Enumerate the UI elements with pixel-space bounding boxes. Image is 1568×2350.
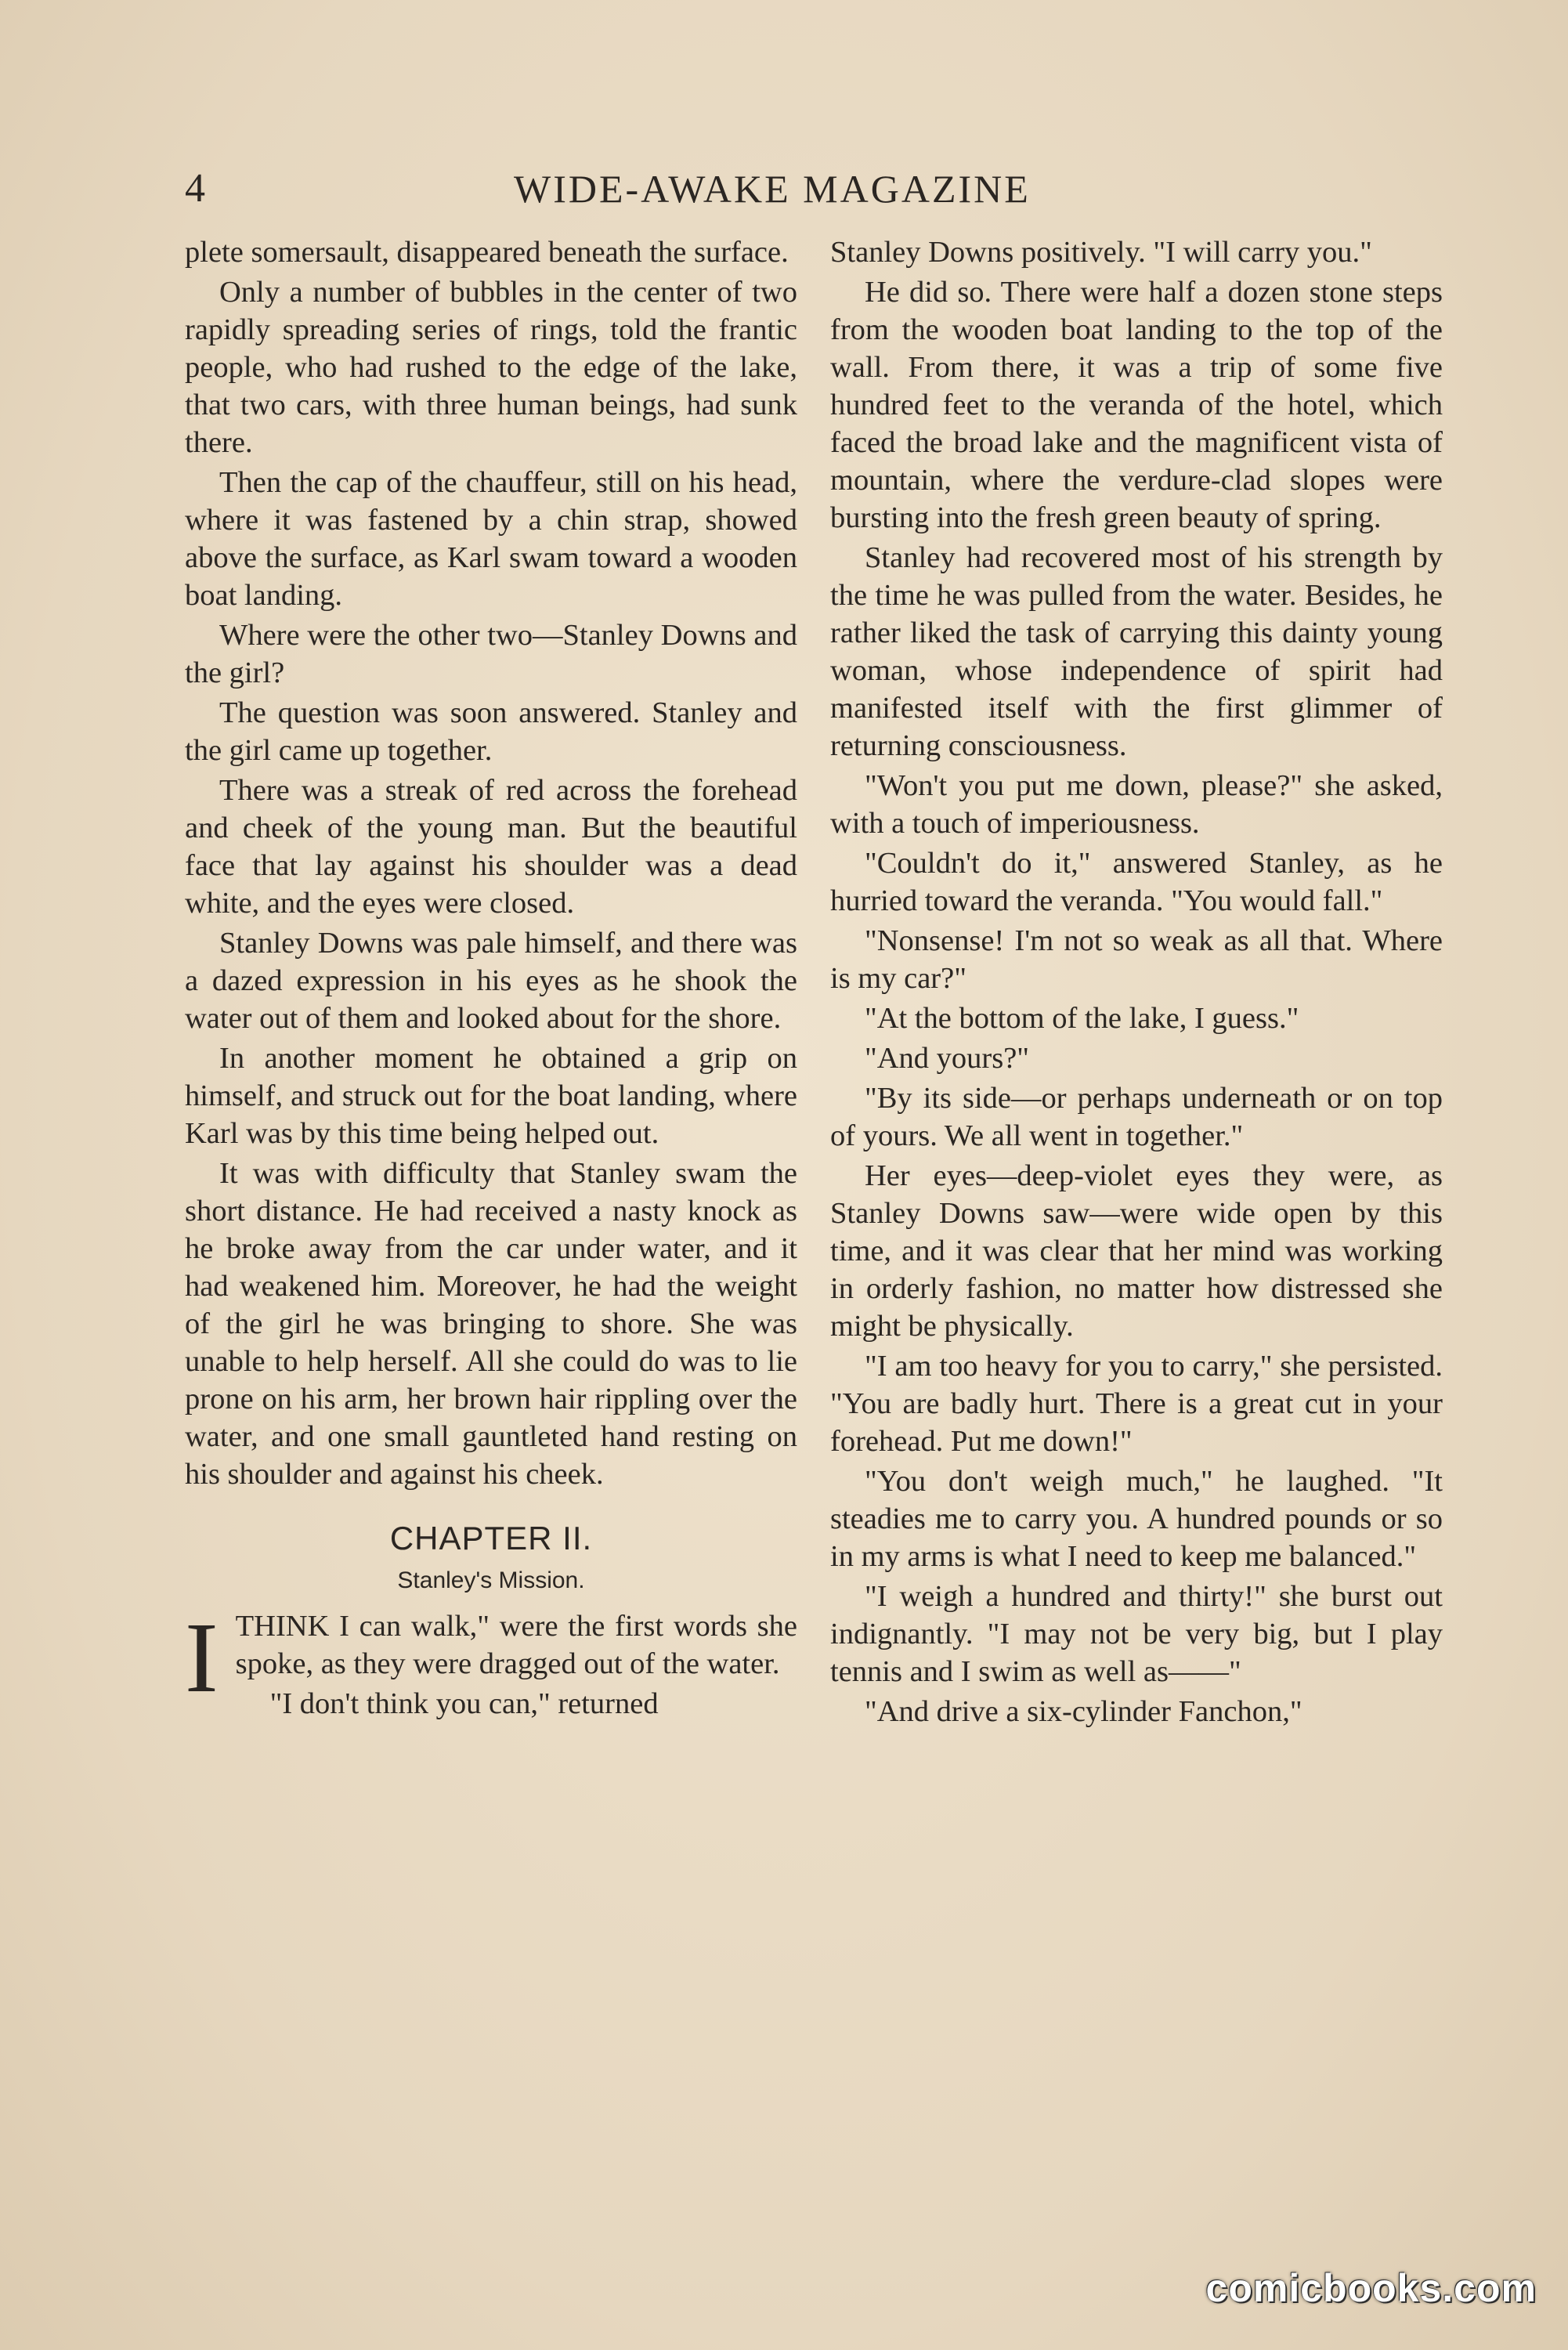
drop-cap: I xyxy=(185,1602,219,1713)
paragraph: "At the bottom of the lake, I guess." xyxy=(865,1002,1299,1035)
chapter-title: CHAPTER II. xyxy=(389,1520,593,1556)
paragraph: "Couldn't do it," answered Stanley, as he hurried toward the veranda. "You would fall." xyxy=(830,847,1443,917)
paragraph: plete somersault, disappeared beneath the surface. xyxy=(185,236,789,269)
chapter-opening-text: THINK I can walk," were the first words she spoke, as they were dragged out of the water. xyxy=(235,1610,797,1680)
paragraph: Stanley Downs was pale himself, and there was a dazed expression in his eyes as he shook the water out of them and looked about for the shore. xyxy=(185,927,797,1035)
paragraph: "By its side—or perhaps underneath or on top of yours. We all went in together." xyxy=(830,1082,1443,1152)
paragraph: Only a number of bubbles in the center of two rapidly spreading series of rings, told the frantic people, who had rushed to the edge of the lake, that two cars, with three human beings, had sunk there. xyxy=(185,276,797,459)
paragraph: Where were the other two—Stanley Downs and the girl? xyxy=(185,619,797,689)
paragraph: There was a streak of red across the forehead and cheek of the young man. But the beautiful face that lay against his shoulder was a dead white, and the eyes were closed. xyxy=(185,774,797,920)
left-column xyxy=(185,233,797,1725)
paragraph: Stanley had recovered most of his strength by the time he was pulled from the water. Besides, he rather liked the task of carrying this dainty young woman, whose independence of spirit had manifested itself with the first glimmer of returning consciousness. xyxy=(830,541,1443,762)
paragraph: "Nonsense! I'm not so weak as all that. Where is my car?" xyxy=(830,924,1443,995)
paragraph: "I don't think you can," returned xyxy=(269,1687,659,1720)
paragraph: In another moment he obtained a grip on himself, and struck out for the boat landing, where Karl was by this time being helped out. xyxy=(185,1042,797,1150)
paragraph: "You don't weigh much," he laughed. "It steadies me to carry you. A hundred pounds or so in my arms is what I need to keep me balanced." xyxy=(830,1465,1443,1573)
running-title: WIDE-AWAKE MAGAZINE xyxy=(514,167,1031,211)
page-header xyxy=(185,161,1438,216)
watermark: comicbooks.com xyxy=(1205,2266,1537,2310)
paragraph: Stanley Downs positively. "I will carry you." xyxy=(830,236,1372,269)
chapter-subtitle: Stanley's Mission. xyxy=(397,1567,585,1593)
paragraph: "Won't you put me down, please?" she asked, with a touch of imperiousness. xyxy=(830,769,1443,840)
paragraph: The question was soon answered. Stanley and the girl came up together. xyxy=(185,696,797,767)
paragraph: Her eyes—deep-violet eyes they were, as Stanley Downs saw—were wide open by this time, and it was clear that her mind was working in orderly fashion, no matter how distressed she might be physically. xyxy=(830,1159,1443,1343)
paragraph: He did so. There were half a dozen stone steps from the wooden boat landing to the top of the wall. From there, it was a trip of some five hundred feet to the veranda of the hotel, which faced the broad lake and the magnificent vista of mountain, where the verdure-clad slopes were bursting into the fresh green beauty of spring. xyxy=(830,276,1443,534)
paragraph: "And drive a six-cylinder Fanchon," xyxy=(865,1695,1302,1728)
paragraph: "And yours?" xyxy=(865,1042,1030,1075)
paragraph: "I weigh a hundred and thirty!" she burst out indignantly. "I may not be very big, but I play tennis and I swim as well as——" xyxy=(830,1580,1443,1688)
right-column xyxy=(830,233,1443,1733)
paragraph: Then the cap of the chauffeur, still on his head, where it was fastened by a chin strap, showed above the surface, as Karl swam toward a wooden boat landing. xyxy=(185,466,797,612)
paragraph: "I am too heavy for you to carry," she persisted. "You are badly hurt. There is a great cut in your forehead. Put me down!" xyxy=(830,1350,1443,1458)
page-number: 4 xyxy=(185,166,205,211)
paragraph: It was with difficulty that Stanley swam the short distance. He had received a nasty knock as he broke away from the car under water, and it had weakened him. Moreover, he had the weight of the girl he was bringing to shore. She was unable to help herself. All she could do was to lie prone on his arm, her brown hair rippling over the water, and one small gauntleted hand resting on his shoulder and against his cheek. xyxy=(185,1157,797,1491)
